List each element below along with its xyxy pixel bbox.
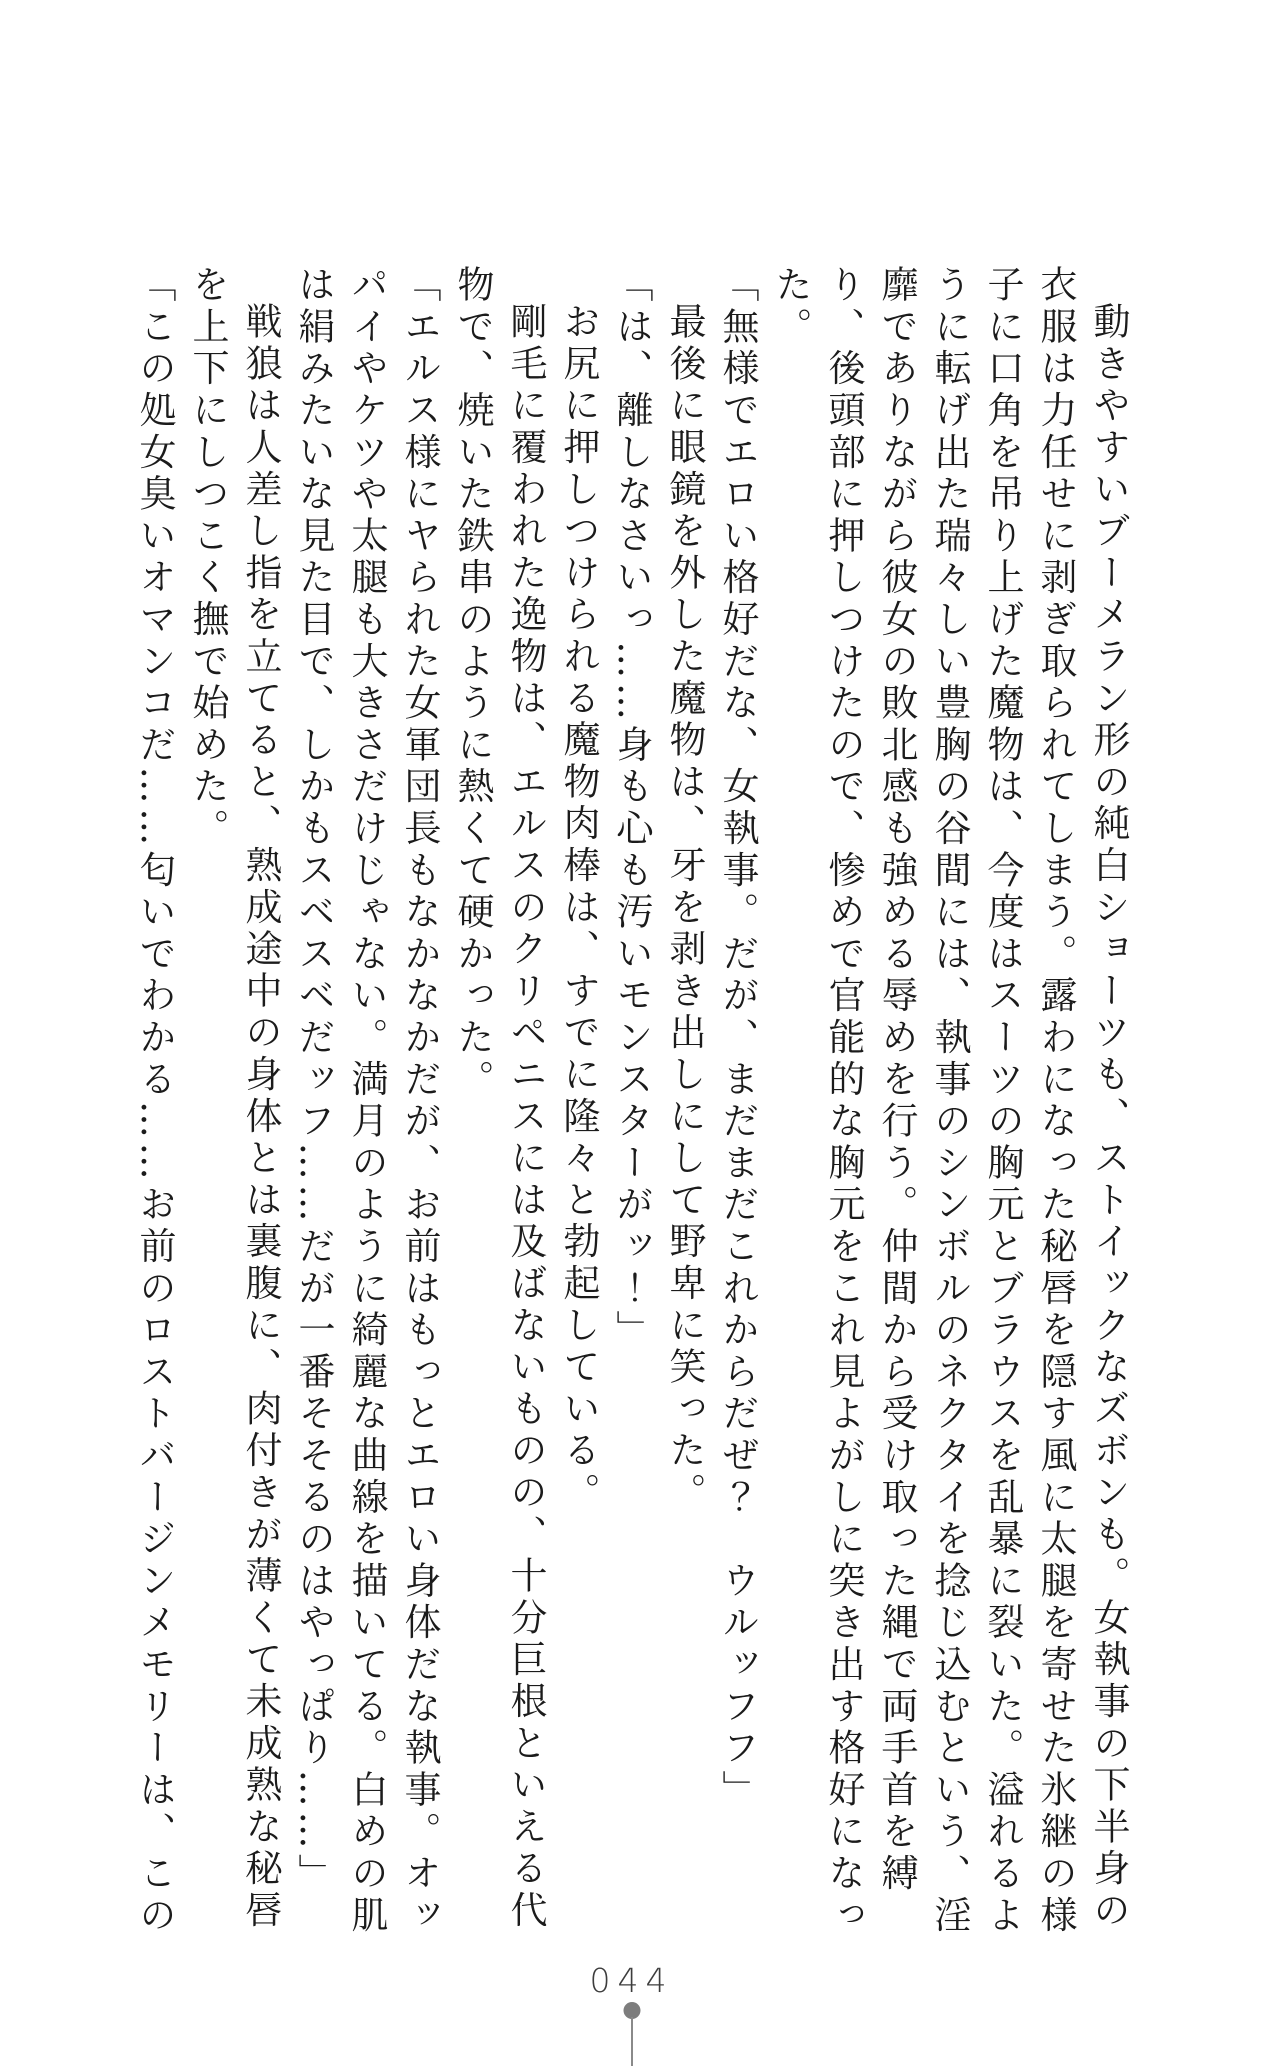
paragraph: 剛毛に覆われた逸物は、エルスのクリペニスには及ばないものの、十分巨根といえる代物で、焼いた鉄串のように熱くて硬かった。 xyxy=(451,265,547,1933)
dialogue-paragraph: 「無様でエロい格好だな、女執事。だが、まだまだこれからだぜ？ ウルッフフ」 xyxy=(716,265,759,1812)
dialogue-paragraph: 「は、離しなさいっ……身も心も汚いモンスターがッ！」 xyxy=(610,265,653,1352)
page-text-area xyxy=(128,265,1135,1943)
dialogue-paragraph: 「エルス様にヤられた女軍団長もなかなかだが、お前はもっとエロい身体だな執事。オッパイやケツや太腿も大きさだけじゃない。満月のように綺麗な曲線を描いてる。白めの肌は絹みたいな見た目で、しかもスベスベだッフ……だが一番そそるのはやっぱり……」 xyxy=(292,265,441,1937)
page-number: 044 xyxy=(589,1961,674,2000)
paragraph: お尻に押しつけられる魔物肉棒は、すでに隆々と勃起している。 xyxy=(557,302,600,1515)
paragraph: 最後に眼鏡を外した魔物は、牙を剥き出しにして野卑に笑った。 xyxy=(663,302,706,1515)
paragraph: 動きやすいブーメラン形の純白ショーツも、ストイックなズボンも。女執事の下半身の衣服は力任せに剥ぎ取られてしまう。露わになった秘唇を隠す風に太腿を寄せた氷継の様子に口角を吊り上げた魔物は、今度はスーツの胸元とブラウスを乱暴に裂いた。溢れるように転げ出た瑞々しい豊胸の谷間には、執事のシンボルのネクタイを捻じ込むという、淫靡でありながら彼女の敗北感も強める辱めを行う。仲間から受け取った縄で両手首を縛り、後頭部に押しつけたので、惨めで官能的な胸元をこれ見よがしに突き出す格好になった。 xyxy=(769,265,1130,1937)
page-footer xyxy=(0,1956,1263,2066)
paragraph: 戦狼は人差し指を立てると、熟成途中の身体とは裏腹に、肉付きが薄くて未成熟な秘唇を上下にしつこく撫で始めた。 xyxy=(186,265,282,1933)
footer-line-marker xyxy=(631,2017,633,2066)
dialogue-paragraph: 「この処女臭いオマンコだ……匂いでわかる……お前のロストバージンメモリーは、この xyxy=(133,265,176,1937)
